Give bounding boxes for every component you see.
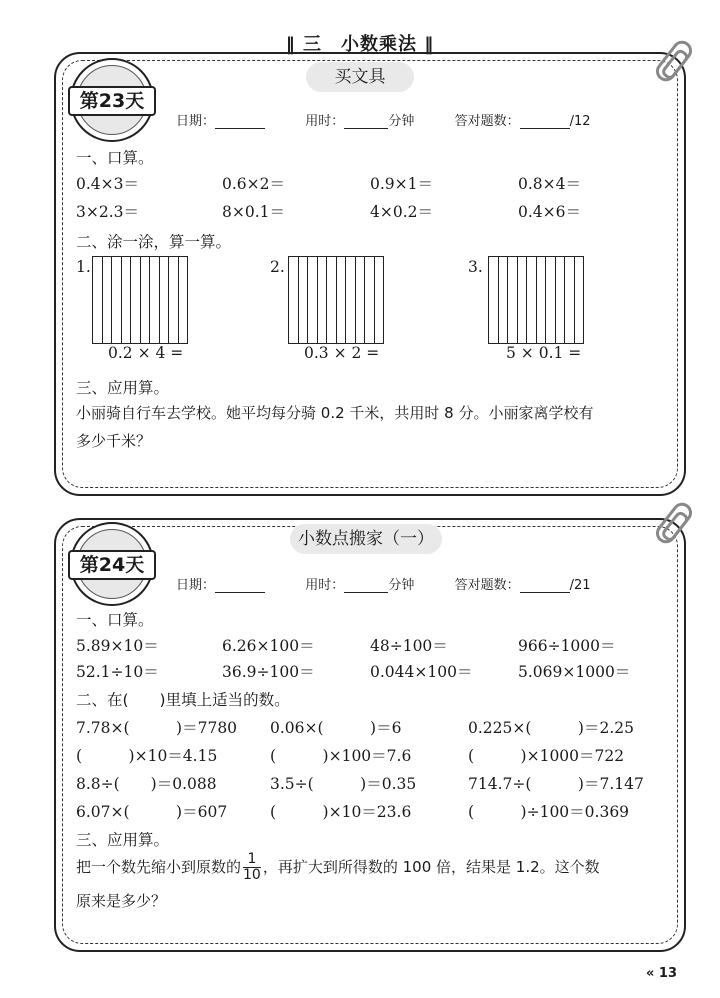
date-label: 日期：: [176, 578, 216, 593]
day24-title: 小数点搬家（一）: [290, 524, 442, 554]
day23-section2: 二、涂一涂，算一算。: [76, 233, 232, 251]
shading-grid[interactable]: [488, 256, 584, 344]
time-label: 用时：: [305, 578, 345, 593]
shading-grid[interactable]: [92, 256, 188, 344]
fill-item[interactable]: 714.7÷( )＝7.147: [468, 775, 644, 793]
fill-item[interactable]: 8.8÷( )＝0.088: [76, 775, 217, 793]
day24-badge-label: 第24天: [68, 550, 156, 580]
fraction: [243, 852, 261, 883]
time-label: 用时：: [305, 114, 345, 129]
day24-total: /21: [569, 578, 591, 593]
day23-title: 买文具: [306, 62, 414, 92]
fill-item[interactable]: ( )×10＝23.6: [270, 803, 412, 821]
fill-item[interactable]: 0.225×( )＝2.25: [468, 719, 634, 737]
time-field[interactable]: [344, 115, 388, 129]
shade-number: 3.: [468, 258, 483, 276]
correct-label: 答对题数：: [454, 578, 520, 593]
oral-item: 0.6×2＝: [222, 175, 285, 193]
date-field[interactable]: [215, 115, 265, 129]
oral-item: 5.89×10＝: [76, 637, 159, 655]
time-field[interactable]: [344, 579, 388, 593]
day23-total: /12: [569, 114, 591, 129]
oral-item: 4×0.2＝: [370, 203, 433, 221]
day24-section2: 二、在( )里填上适当的数。: [76, 691, 290, 709]
day23-section1: 一、口算。: [76, 149, 154, 167]
day23-meta: [176, 110, 591, 129]
oral-item: 52.1÷10＝: [76, 663, 159, 681]
day23-problem-cont: 多少千米？: [76, 432, 152, 450]
oral-item: 0.4×3＝: [76, 175, 139, 193]
minutes-label: 分钟: [388, 578, 415, 593]
shade-expression: 0.2 × 4 =: [108, 344, 184, 362]
day23-section3: 三、应用算。: [76, 379, 170, 397]
page-number: « 13: [646, 966, 678, 981]
oral-item: 0.8×4＝: [518, 175, 581, 193]
day23-problem: 小丽骑自行车去学校。她平均每分骑 0.2 千米，共用时 8 分。小丽家离学校有: [76, 404, 594, 422]
chapter-header: ‖ 三 小数乘法 ‖: [285, 34, 435, 55]
fill-item[interactable]: ( )×100＝7.6: [270, 747, 412, 765]
correct-field[interactable]: [520, 579, 570, 593]
fill-item[interactable]: ( )÷100＝0.369: [468, 803, 630, 821]
fill-item[interactable]: ( )×10＝4.15: [76, 747, 218, 765]
oral-item: 6.26×100＝: [222, 637, 315, 655]
oral-item: 36.9÷100＝: [222, 663, 315, 681]
fraction-numerator: 1: [243, 852, 261, 868]
day24-problem: [76, 852, 600, 883]
date-label: 日期：: [176, 114, 216, 129]
day23-badge: [70, 58, 154, 142]
oral-item: 0.9×1＝: [370, 175, 433, 193]
oral-item: 966÷1000＝: [518, 637, 616, 655]
oral-item: 0.044×100＝: [370, 663, 473, 681]
date-field[interactable]: [215, 579, 265, 593]
day24-badge: [70, 522, 154, 606]
oral-item: 48÷100＝: [370, 637, 448, 655]
oral-item: 8×0.1＝: [222, 203, 285, 221]
correct-field[interactable]: [520, 115, 570, 129]
problem-text-post: ，再扩大到所得数的 100 倍，结果是 1.2。这个数: [262, 858, 600, 876]
day24-section3: 三、应用算。: [76, 831, 170, 849]
fill-item[interactable]: 6.07×( )＝607: [76, 803, 228, 821]
day24-problem-cont: 原来是多少？: [76, 892, 167, 910]
fill-item[interactable]: 0.06×( )＝6: [270, 719, 402, 737]
oral-item: 0.4×6＝: [518, 203, 581, 221]
minutes-label: 分钟: [388, 114, 415, 129]
fill-item[interactable]: ( )×1000＝722: [468, 747, 625, 765]
shading-grid[interactable]: [288, 256, 384, 344]
day24-meta: [176, 574, 591, 593]
oral-item: 5.069×1000＝: [518, 663, 631, 681]
problem-text-pre: 把一个数先缩小到原数的: [76, 858, 242, 876]
shade-expression: 5 × 0.1 =: [506, 344, 582, 362]
shade-expression: 0.3 × 2 =: [304, 344, 380, 362]
correct-label: 答对题数：: [454, 114, 520, 129]
fill-item[interactable]: 3.5÷( )＝0.35: [270, 775, 417, 793]
shade-number: 1.: [76, 258, 91, 276]
fill-item[interactable]: 7.78×( )＝7780: [76, 719, 238, 737]
day24-section1: 一、口算。: [76, 611, 154, 629]
day23-badge-label: 第23天: [68, 86, 156, 116]
shade-number: 2.: [270, 258, 285, 276]
fraction-denominator: 10: [243, 867, 261, 883]
oral-item: 3×2.3＝: [76, 203, 139, 221]
